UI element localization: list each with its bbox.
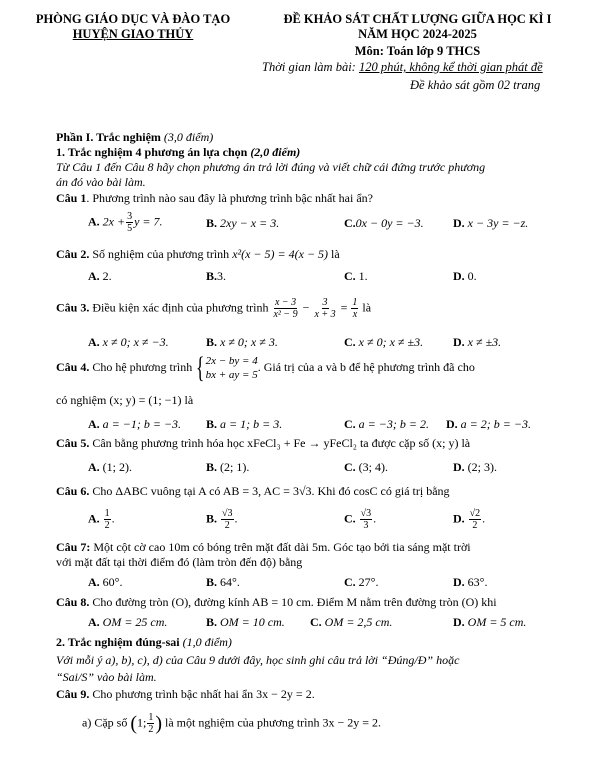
q5-option-c: C. (3; 4). (344, 460, 388, 474)
q7-option-d: D. 63°. (453, 575, 488, 589)
q5-option-a: A. (1; 2). (88, 460, 132, 474)
org-name: PHÒNG GIÁO DỤC VÀ ĐÀO TẠO (35, 12, 231, 26)
section1-instruction-1: Từ Câu 1 đến Câu 8 hãy chọn phương án trả lời đúng và viết chữ cái đứng trước phương (56, 160, 486, 174)
time-info (262, 60, 543, 75)
question-4-line-2: có nghiệm (x; y) = (1; −1) là (56, 393, 194, 407)
q4-option-a: A. a = −1; b = −3. (88, 417, 182, 431)
q6-option-d: D. $\frac{√2}{2}$ . (453, 508, 486, 531)
q8-option-b: B. OM = 10 cm. (206, 615, 285, 629)
q2-option-b: B.3. (206, 269, 227, 283)
question-3: Câu 3. Điều kiện xác định của phương trình $\frac{x - 3}{\text{x² − 9}}$ − $\frac{3}{x + 3}$ = $\frac{1}{x}$ là (56, 297, 372, 320)
q6-option-c: C. $\frac{√3}{3}$ . (344, 508, 377, 531)
q4-option-c: C. a = −3; b = 2. (344, 417, 429, 431)
part1-title: Phần I. Trắc nghiệm (3,0 điểm) (56, 130, 214, 144)
school-year: NĂM HỌC 2024-2025 (358, 27, 477, 41)
subject: Môn: Toán lớp 9 THCS (354, 44, 481, 58)
section1-instruction-2: án đó vào bài làm. (56, 175, 146, 189)
q7-option-b: B. 64°. (206, 575, 240, 589)
q3-option-c: C. x ≠ 0; x ≠ ±3. (344, 335, 424, 349)
q2-option-c: C. 1. (344, 269, 368, 283)
question-4: Câu 4. Cho hệ phương trình { 2x − by = 4 bx + ay = 5 . Giá trị của a và b để hệ phương trình đã cho (56, 351, 475, 384)
time-value: 120 phút, không kể thời gian phát đề (358, 60, 543, 74)
question-7: Câu 7: Một cột cờ cao 10m có bóng trên mặt đất dài 5m. Góc tạo bởi tia sáng mặt trời (56, 540, 471, 554)
q7-option-a: A. 60°. (88, 575, 123, 589)
question-6: Câu 6. Cho ΔABC vuông tại A có AB = 3, AC = 3√3. Khi đó cosC có giá trị bằng (56, 484, 450, 498)
page-count: Đề khảo sát gồm 02 trang (410, 78, 541, 92)
q7-option-c: C. 27°. (344, 575, 379, 589)
q6-option-a: A. $\frac{1}{2}$ . (88, 508, 115, 531)
q3-option-d: D. x ≠ ±3. (453, 335, 502, 349)
q4-option-d: D. a = 2; b = −3. (446, 417, 531, 431)
q6-option-b: B. $\frac{√3}{2}$ . (206, 508, 238, 531)
q1-option-c: C.0x − 0y = −3. (344, 216, 424, 230)
section2-title: 2. Trắc nghiệm đúng-sai (1,0 điểm) (56, 635, 232, 649)
section1-title: 1. Trắc nghiệm 4 phương án lựa chọn (2,0 điểm) (56, 145, 301, 159)
question-7-line-2: với mặt đất tại thời điểm đó (làm tròn đến độ) bằng (56, 555, 303, 569)
q1-option-b: B. 2xy − x = 3. (206, 216, 280, 230)
q8-option-a: A. OM = 25 cm. (88, 615, 168, 629)
q1-option-a: A. 2x + $\frac{3}{5}$ y = 7. (88, 211, 163, 234)
exam-title: ĐỀ KHẢO SÁT CHẤT LƯỢNG GIỮA HỌC KÌ I (283, 12, 552, 26)
question-5: Câu 5. Cân bằng phương trình hóa học xFeCl₃ + Fe → yFeCl₂ ta được cặp số (x; y) là (56, 436, 471, 450)
q9-item-a: a) Cặp số (1; $\frac{1}{2}$ ) là một nghiệm của phương trình 3x − 2y = 2. (82, 712, 382, 735)
section2-instruction-1: Với mỗi ý a), b), c), d) của Câu 9 dưới đây, học sinh ghi câu trả lời “Đúng/Đ” hoặc (56, 653, 460, 667)
q2-option-a: A. 2. (88, 269, 112, 283)
question-1: Câu 1. Phương trình nào sau đây là phương trình bậc nhất hai ẩn? (56, 191, 373, 205)
question-9: Câu 9. Cho phương trình bậc nhất hai ẩn 3x − 2y = 2. (56, 687, 315, 701)
q4-option-b: B. a = 1; b = 3. (206, 417, 283, 431)
q5-option-b: B. (2; 1). (206, 460, 250, 474)
q8-option-c: C. OM = 2,5 cm. (310, 615, 393, 629)
question-2: Câu 2. Số nghiệm của phương trình x²(x − 5) = 4(x − 5) là (56, 247, 340, 261)
q1-option-d: D. x − 3y = −z. (453, 216, 529, 230)
question-8: Câu 8. Cho đường tròn (O), đường kính AB = 10 cm. Điểm M nằm trên đường tròn (O) khi (56, 595, 497, 609)
q3-option-a: A. x ≠ 0; x ≠ −3. (88, 335, 169, 349)
q3-option-b: B. x ≠ 0; x ≠ 3. (206, 335, 278, 349)
section2-instruction-2: “Sai/S” vào bài làm. (56, 670, 157, 684)
org-district: HUYỆN GIAO THỦY (72, 27, 194, 41)
time-label: Thời gian làm bài: (262, 60, 356, 74)
q2-option-d: D. 0. (453, 269, 477, 283)
q8-option-d: D. OM = 5 cm. (453, 615, 527, 629)
q5-option-d: D. (2; 3). (453, 460, 497, 474)
